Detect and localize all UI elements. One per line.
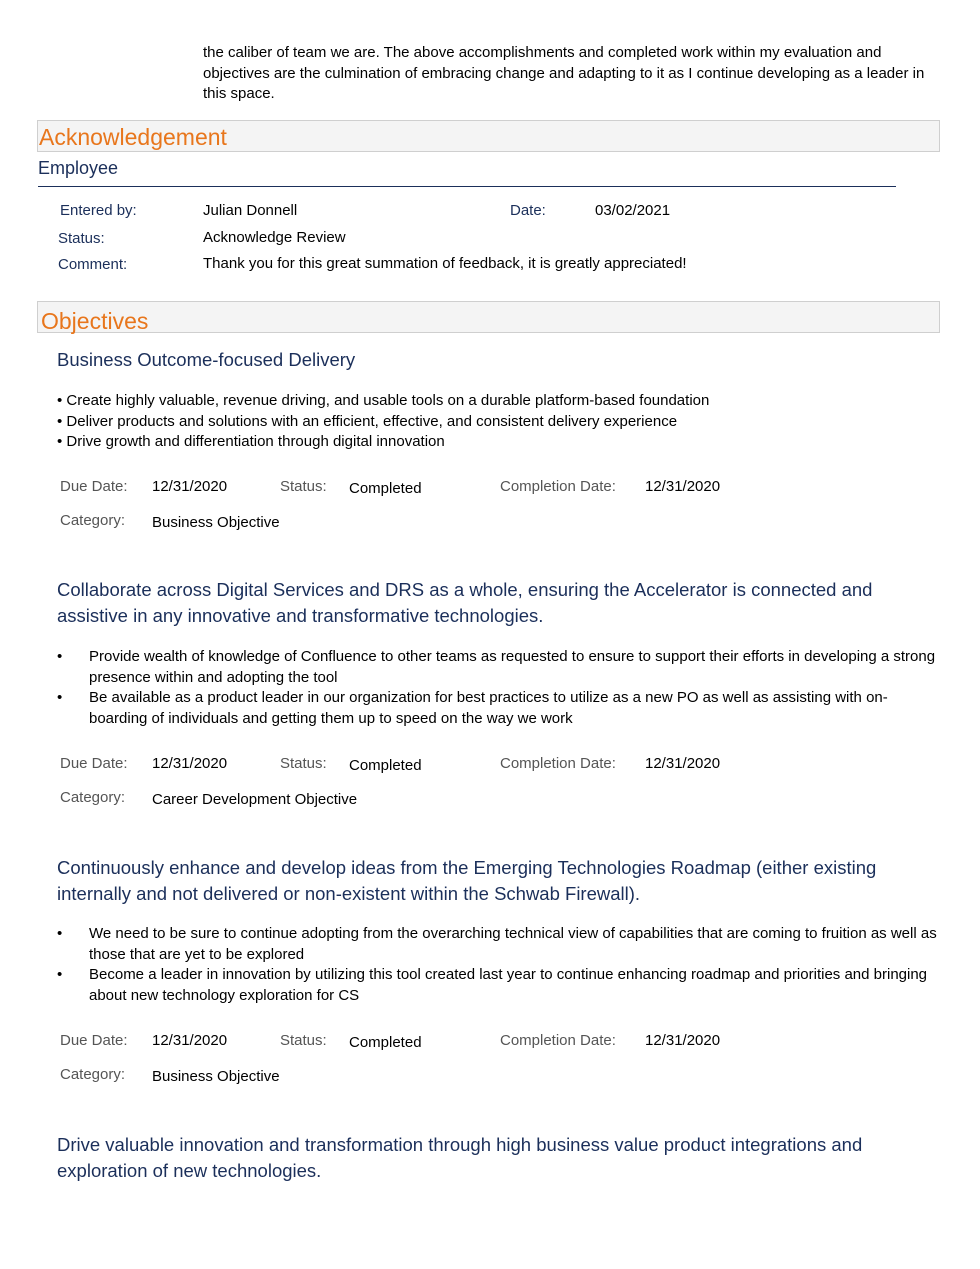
objective-bullets — [57, 924, 937, 1006]
status-label: Status: — [280, 755, 327, 772]
entered-by-label: Entered by: — [60, 202, 137, 219]
list-item — [57, 688, 937, 729]
ack-date-label: Date: — [510, 202, 546, 219]
category-value: Business Objective — [152, 514, 280, 531]
list-item: • Deliver products and solutions with an efficient, effective, and consistent delivery experience — [57, 412, 678, 430]
due-date-value: 12/31/2020 — [152, 1032, 228, 1049]
category-label: Category: — [60, 512, 126, 529]
ack-date-value: 03/02/2021 — [595, 202, 671, 219]
completion-date-label: Completion Date: — [500, 1032, 616, 1049]
status-label: Status: — [280, 478, 327, 495]
objective-title: Collaborate across Digital Services and DRS as a whole, ensuring the Accelerator is connected and assistive in any innovative and transformative technologies. — [57, 579, 873, 626]
due-date-label: Due Date: — [60, 1032, 128, 1049]
ack-comment-value: Thank you for this great summation of feedback, it is greatly appreciated! — [203, 255, 687, 272]
completion-date-value: 12/31/2020 — [645, 755, 721, 772]
due-date-value: 12/31/2020 — [152, 478, 228, 495]
list-item — [57, 924, 937, 965]
status-value: Completed — [349, 757, 422, 774]
bullet-icon: • — [57, 966, 63, 983]
completion-date-label: Completion Date: — [500, 478, 616, 495]
category-label: Category: — [60, 1066, 126, 1083]
category-value: Business Objective — [152, 1068, 280, 1085]
bullet-icon: • — [57, 925, 63, 942]
objective-title: Business Outcome-focused Delivery — [57, 349, 356, 370]
list-item — [57, 647, 937, 688]
objective-title: Drive valuable innovation and transformation through high business value product integrations and exploration of new technologies. — [57, 1134, 863, 1181]
objective-bullets — [57, 647, 937, 729]
status-value: Completed — [349, 1034, 422, 1051]
acknowledgement-section-header — [37, 120, 940, 152]
ack-comment-label: Comment: — [58, 256, 128, 273]
completion-date-value: 12/31/2020 — [645, 478, 721, 495]
bullet-icon: • — [57, 689, 63, 706]
list-item: • Drive growth and differentiation through digital innovation — [57, 433, 445, 450]
employee-label: Employee — [38, 158, 119, 178]
due-date-label: Due Date: — [60, 478, 128, 495]
ack-status-label: Status: — [58, 230, 105, 247]
ack-status-value: Acknowledge Review — [203, 229, 346, 246]
due-date-label: Due Date: — [60, 755, 128, 772]
completion-date-value: 12/31/2020 — [645, 1032, 721, 1049]
list-item-text: We need to be sure to continue adopting from the overarching technical view of capabilities that are coming to fruition as well as those that are yet to be explored — [89, 925, 937, 963]
employee-divider — [38, 186, 896, 187]
objectives-section-header — [37, 301, 940, 333]
list-item-text: Be available as a product leader in our organization for best practices to utilize as a new PO as well as assisting with on-boarding of individuals and getting them up to speed on the way we work — [89, 689, 888, 727]
category-value: Career Development Objective — [152, 791, 358, 808]
acknowledgement-title: Acknowledgement — [39, 124, 227, 150]
list-item-text: Provide wealth of knowledge of Confluence to other teams as requested to ensure to support their efforts in developing a strong presence within and adopting the tool — [89, 648, 936, 686]
objectives-title: Objectives — [41, 308, 149, 334]
category-label: Category: — [60, 789, 126, 806]
bullet-icon: • — [57, 648, 63, 665]
intro-paragraph: the caliber of team we are. The above accomplishments and completed work within my evaluation and objectives are the culmination of embracing change and adapting to it as I continue developing as a leader in this space. — [203, 44, 925, 102]
list-item — [57, 965, 937, 1006]
due-date-value: 12/31/2020 — [152, 755, 228, 772]
list-item: • Create highly valuable, revenue driving, and usable tools on a durable platform-based foundation — [57, 392, 710, 409]
objective-title: Continuously enhance and develop ideas from the Emerging Technologies Roadmap (either existing internally and not delivered or non-existent within the Schwab Firewall). — [57, 857, 877, 904]
status-label: Status: — [280, 1032, 327, 1049]
completion-date-label: Completion Date: — [500, 755, 616, 772]
objective-bullets — [57, 391, 937, 453]
entered-by-value: Julian Donnell — [203, 202, 298, 219]
status-value: Completed — [349, 480, 422, 497]
list-item-text: Become a leader in innovation by utilizing this tool created last year to continue enhancing roadmap and priorities and bringing about new technology exploration for CS — [89, 966, 928, 1004]
